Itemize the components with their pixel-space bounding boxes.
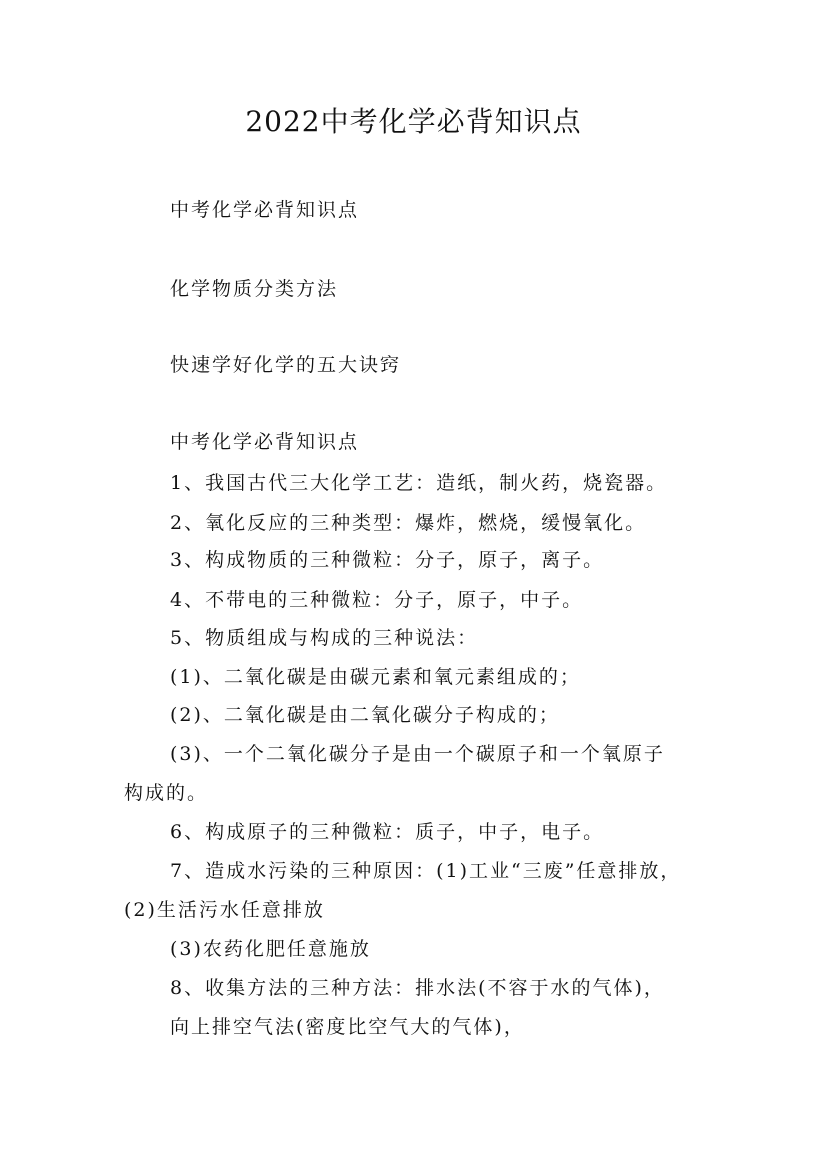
list-item: (2)、二氧化碳是由二氧化碳分子构成的； (170, 704, 560, 726)
list-item: 向上排空气法(密度比空气大的气体)， (170, 1016, 525, 1038)
list-item: 6、构成原子的三种微粒：质子，中子，电子。 (170, 821, 605, 843)
list-item: 4、不带电的三种微粒：分子，原子，中子。 (170, 589, 584, 611)
list-item: 2、氧化反应的三种类型：爆炸，燃烧，缓慢氧化。 (170, 512, 647, 534)
list-item: (3)、一个二氧化碳分子是由一个碳原子和一个氧原子 (170, 743, 665, 765)
list-item: 3、构成物质的三种微粒：分子，原子，离子。 (170, 549, 605, 571)
list-item: 1、我国古代三大化学工艺：造纸，制火药，烧瓷器。 (170, 472, 668, 494)
list-item: (1)、二氧化碳是由碳元素和氧元素组成的； (170, 666, 581, 688)
toc-item-1: 中考化学必背知识点 (170, 199, 360, 221)
toc-item-2: 化学物质分类方法 (170, 278, 339, 300)
list-item-continuation: 构成的。 (124, 782, 209, 804)
list-item-continuation: (2)生活污水任意排放 (124, 899, 325, 921)
list-item: (3)农药化肥任意施放 (170, 938, 371, 960)
document-title: 2022中考化学必背知识点 (245, 105, 582, 138)
list-item: 8、收集方法的三种方法：排水法(不容于水的气体)， (170, 977, 665, 999)
list-item: 7、造成水污染的三种原因：(1)工业“三废”任意排放， (170, 860, 682, 882)
toc-item-3: 快速学好化学的五大诀窍 (170, 354, 402, 376)
section-heading: 中考化学必背知识点 (170, 431, 360, 453)
list-item: 5、物质组成与构成的三种说法： (170, 627, 479, 649)
